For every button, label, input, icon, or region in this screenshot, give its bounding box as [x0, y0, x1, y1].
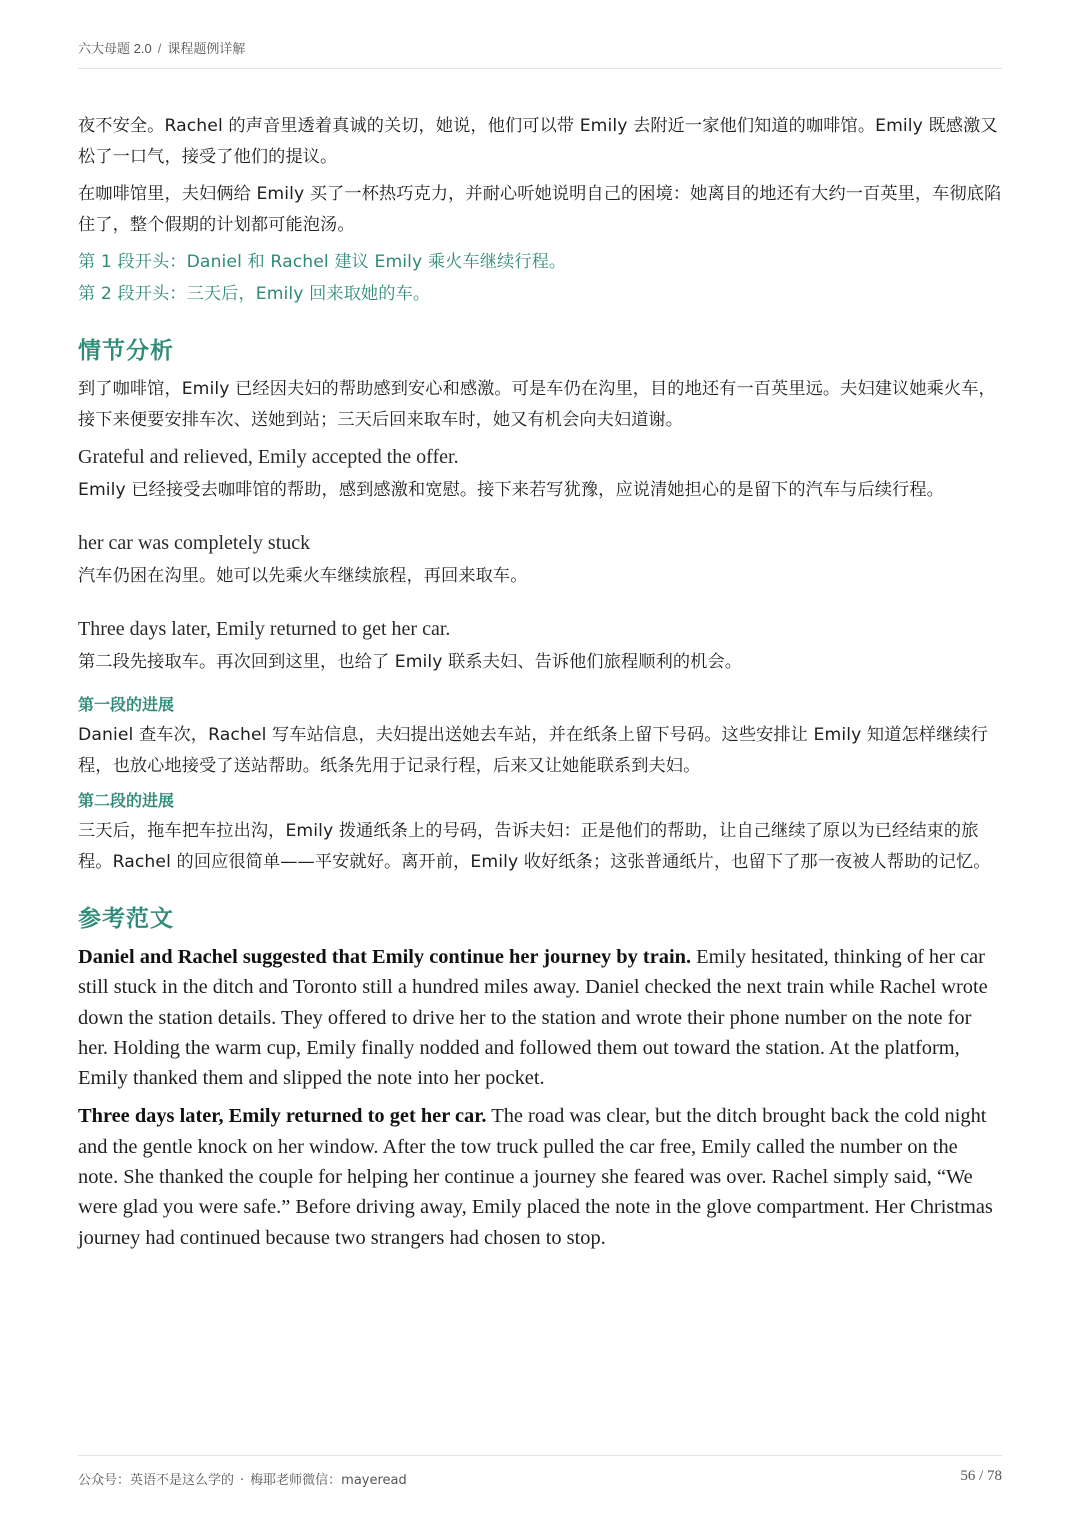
plot-analysis-heading: 情节分析: [78, 338, 174, 364]
model-essay-paragraph-1-body: Emily hesitated, thinking of her car still stuck in the ditch and Toronto still a hundred miles away. Daniel checked the next train while Rachel wrote down the station details. They offered to drive her to the station and wrote their phone number on the note for her. Holding the warm cup, Emily finally nodded and followed them out toward the station. At the platform, Emily thanked them and slipped the note into her pocket.: [78, 946, 988, 1090]
document-page: [78, 0, 1002, 1527]
intro-paragraph-1: 夜不安全。Rachel 的声音里透着真诚的关切，她说，他们可以带 Emily 去附近一家他们知道的咖啡馆。Emily 既感激又松了一口气，接受了他们的提议。: [78, 116, 998, 167]
progress-2-text: 三天后，拖车把车拉出沟，Emily 拨通纸条上的号码，告诉夫妇：正是他们的帮助，让自己继续了原以为已经结束的旅程。Rachel 的回应很简单——平安就好。离开前，Emily 收好纸条；这张普通纸片，也留下了那一夜被人帮助的记忆。: [78, 821, 991, 872]
note-three-days: 第二段先接取车。再次回到这里，也给了 Emily 联系夫妇、告诉他们旅程顺利的机会。: [78, 652, 743, 672]
paragraph-1-opening: 第 1 段开头：Daniel 和 Rachel 建议 Emily 乘火车继续行程。: [78, 252, 567, 272]
progress-2-heading: 第二段的进展: [78, 791, 175, 810]
header-separator: /: [157, 41, 162, 56]
quote-grateful: Grateful and relieved, Emily accepted the offer.: [78, 446, 459, 468]
quote-three-days: Three days later, Emily returned to get her car.: [78, 618, 451, 640]
model-essay-paragraph-1-lead: Daniel and Rachel suggested that Emily continue her journey by train.: [78, 946, 692, 968]
page-number: 56 / 78: [960, 1468, 1002, 1484]
model-essay-paragraph-2-body: The road was clear, but the ditch brought back the cold night and the gentle knock on her window. After the tow truck pulled the car free, Emily called the number on the note. She thanked the couple for helping her continue a journey she feared was over. Rachel simply said, “We were glad you were safe.” Before driving away, Emily placed the note in the glove compartment. Her Christmas journey had continued because two strangers had chosen to stop.: [78, 1105, 993, 1249]
quote-car-stuck: her car was completely stuck: [78, 532, 311, 554]
header-section-title: 课程题例详解: [167, 41, 246, 56]
note-car-stuck: 汽车仍困在沟里。她可以先乘火车继续旅程，再回来取车。: [78, 566, 528, 586]
progress-1-heading: 第一段的进展: [78, 695, 175, 714]
page-footer-credits: [78, 1469, 407, 1488]
page-header: [78, 38, 1002, 57]
progress-1-text: Daniel 查车次，Rachel 写车站信息，夫妇提出送她去车站，并在纸条上留下号码。这些安排让 Emily 知道怎样继续行程，也放心地接受了送站帮助。纸条先用于记录行程，后来又让她能联系到夫妇。: [78, 725, 988, 776]
model-essay-heading: 参考范文: [78, 906, 174, 932]
footer-account: 公众号：英语不是这么学的: [78, 1473, 235, 1488]
footer-divider: [78, 1455, 1002, 1456]
header-series-title: 六大母题 2.0: [78, 41, 152, 56]
model-essay-paragraph-2: [78, 1101, 1002, 1252]
spacer: [78, 598, 1002, 614]
page-content: [78, 111, 1002, 1261]
spacer: [78, 684, 1002, 692]
note-grateful: Emily 已经接受去咖啡馆的帮助，感到感激和宽慰。接下来若写犹豫，应说清她担心的是留下的汽车与后续行程。: [78, 480, 944, 500]
footer-wechat: 梅耶老师微信：mayeread: [250, 1473, 407, 1488]
spacer: [78, 512, 1002, 528]
footer-dot: ·: [240, 1473, 245, 1488]
header-divider: [78, 68, 1002, 69]
model-essay-paragraph-2-lead: Three days later, Emily returned to get her car.: [78, 1105, 487, 1128]
model-essay-paragraph-1: [78, 942, 1002, 1093]
paragraph-2-opening: 第 2 段开头：三天后，Emily 回来取她的车。: [78, 284, 431, 304]
plot-analysis-summary: 到了咖啡馆，Emily 已经因夫妇的帮助感到安心和感激。可是车仍在沟里，目的地还有一百英里远。夫妇建议她乘火车，接下来便要安排车次、送她到站；三天后回来取车时，她又有机会向夫妇道谢。: [78, 379, 996, 430]
intro-paragraph-2: 在咖啡馆里，夫妇俩给 Emily 买了一杯热巧克力，并耐心听她说明自己的困境：她离目的地还有大约一百英里，车彻底陷住了，整个假期的计划都可能泡汤。: [78, 184, 1002, 235]
